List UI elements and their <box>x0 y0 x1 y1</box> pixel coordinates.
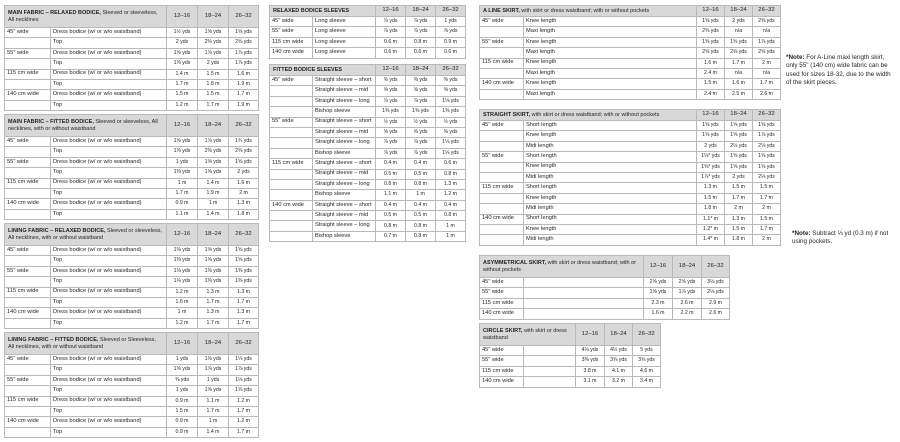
table-row: 115 cm wide Dress bodice (w/ or w/o waistband) 1 m 1.4 m 1.6 m <box>5 178 259 188</box>
table-asymmetrical-skirt <box>479 255 730 320</box>
table-lining-fabric-relaxed-bodice <box>4 223 259 329</box>
size-header: 12–16 <box>167 224 198 246</box>
table-row: Top 1⅜ yds 1⅝ yds 1⅝ yds <box>5 256 259 266</box>
table-row: Straight sleeve – mid ⅝ yds ⅝ yds ⅝ yds <box>270 127 466 137</box>
table-row: Maxi length 2⅝ yds 2⅝ yds 2⅝ yds <box>480 48 781 58</box>
table-row: 55" wide Dress bodice (w/ or w/o waistband) 1⅛ yds 1⅜ yds 1⅜ yds <box>5 266 259 276</box>
size-header: 26–32 <box>753 110 781 121</box>
table-main-fabric-fitted-bodice <box>4 114 259 220</box>
size-header: 18–24 <box>406 65 436 76</box>
table-row: 45" wide 4⅛ yds 4½ yds 5 yds <box>480 346 661 356</box>
table-row: 115 cm wide Long sleeve 0.6 m 0.8 m 0.9 m <box>270 37 466 47</box>
table-a-line-skirt <box>479 5 781 100</box>
table-row: Knee length 1⅝ yds 1⅝ yds 1⅞ yds <box>480 131 781 141</box>
table-row: 140 cm wide Knee length 1.5 m 1.6 m 1.7 m <box>480 79 781 89</box>
size-header: 18–24 <box>198 6 229 28</box>
table-title: LINING FABRIC – RELAXED BODICE, Sleeved or sleeveless, All necklines, with or without waistband <box>5 224 167 246</box>
size-header: 18–24 <box>725 110 753 121</box>
table-row: Top 1.2 m 1.7 m 1.7 m <box>5 318 259 328</box>
table-row: 55" wide 3⅜ yds 3⅝ yds 3⅝ yds <box>480 356 661 366</box>
size-header: 26–32 <box>436 65 466 76</box>
table-row: 45" wide Dress bodice (w/ or w/o waistband) 1½ yds 1⅝ yds 1⅝ yds <box>5 28 259 38</box>
table-row: Top 1⅜ yds 1⅝ yds 2 yds <box>5 168 259 178</box>
table-row: Straight sleeve – long 0.8 m 0.8 m 1.3 m <box>270 179 466 189</box>
table-row: Top 2 yds 2⅜ yds 2⅝ yds <box>5 38 259 48</box>
table-row: Top 1.5 m 1.7 m 1.7 m <box>5 406 259 416</box>
table-row: 115 cm wide Dress bodice (w/ or w/o waistband) 1.4 m 1.5 m 1.6 m <box>5 69 259 79</box>
table-row: 55" wide Long sleeve ⅞ yds ⅞ yds ⅞ yds <box>270 27 466 37</box>
table-row: Straight sleeve – mid 0.5 m 0.5 m 0.8 m <box>270 211 466 221</box>
table-row: Top 1⅛ yds 1⅜ yds 1⅜ yds <box>5 277 259 287</box>
size-header: 26–32 <box>229 333 259 355</box>
table-row: 55" wide 1⅝ yds 1⅞ yds 2⅛ yds <box>480 288 730 298</box>
table-title: A LINE SKIRT, with skirt or dress waistband; with or without pockets <box>480 6 697 17</box>
table-row: 115 cm wide Knee length 1.6 m 1.7 m 2 m <box>480 58 781 68</box>
table-row: 140 cm wide Dress bodice (w/ or w/o waistband) 0.9 m 1 m 1.2 m <box>5 417 259 427</box>
size-header: 12–16 <box>376 65 406 76</box>
table-row: Maxi length 2⅜ yds n/a n/a <box>480 27 781 37</box>
table-row: 140 cm wide Dress bodice (w/ or w/o waistband) 1 m 1.3 m 1.3 m <box>5 308 259 318</box>
table-row: 140 cm wide Dress bodice (w/ or w/o waistband) 1.5 m 1.5 m 1.7 m <box>5 90 259 100</box>
table-row: 140 cm wide 3.1 m 3.2 m 3.4 m <box>480 377 661 387</box>
size-header: 26–32 <box>702 256 730 278</box>
table-row: 55" wide Dress bodice (w/ or w/o waistband) 1⅝ yds 1⅞ yds 1⅞ yds <box>5 48 259 58</box>
table-row: Top 1.1 m 1.4 m 1.8 m <box>5 209 259 219</box>
table-row: Maxi length 2.4 m 2.5 m 2.6 m <box>480 89 781 99</box>
table-title: MAIN FABRIC – RELAXED BODICE, Sleeved or sleeveless, All necklines <box>5 6 167 28</box>
table-row: 115 cm wide Dress bodice (w/ or w/o waistband) 1.2 m 1.3 m 1.3 m <box>5 287 259 297</box>
size-header: 12–16 <box>376 6 406 17</box>
table-row: 45" wide Short length 1⅝ yds 1⅝ yds 1⅝ yds <box>480 121 781 131</box>
table-row: 55" wide Short length 1⅛* yds 1⅝ yds 1⅝ yds <box>480 152 781 162</box>
table-title: FITTED BODICE SLEEVES <box>270 65 376 76</box>
table-row: 45" wide 2⅝ yds 2⅝ yds 3⅛ yds <box>480 278 730 288</box>
note-text: For A-Line maxi length skirt, only 55" (140 cm) wide fabric can be used for sizes 18-32, due to the width of the skirt pieces. <box>786 54 891 86</box>
table-row: Top 1.7 m 1.9 m 2 m <box>5 188 259 198</box>
table-relaxed-bodice-sleeves <box>269 5 466 59</box>
size-header: 26–32 <box>753 6 781 17</box>
table-row: 45" wide Knee length 1⅝ yds 2 yds 2⅜ yds <box>480 17 781 27</box>
size-header: 12–16 <box>576 324 605 346</box>
table-row: Straight sleeve – long 0.8 m 0.8 m 1 m <box>270 221 466 231</box>
table-row: 45" wide Dress bodice (w/ or w/o waistband) 1 yds 1⅛ yds 1⅛ yds <box>5 355 259 365</box>
size-header: 18–24 <box>406 6 436 17</box>
table-row: Top 0.9 m 1.4 m 1.7 m <box>5 427 259 437</box>
table-row: Knee length 1⅝* yds 1⅝ yds 1⅝ yds <box>480 162 781 172</box>
table-row: 55" wide Knee length 1⅝ yds 1⅝ yds 1⅞ yds <box>480 37 781 47</box>
table-row: Bishop sleeve 1.1 m 1 m 1.2 m <box>270 190 466 200</box>
table-row: 45" wide Dress bodice (w/ or w/o waistband) 1⅜ yds 1⅝ yds 1⅝ yds <box>5 246 259 256</box>
size-header: 12–16 <box>697 6 725 17</box>
table-row: Top 1.6 m 1.7 m 1.7 m <box>5 297 259 307</box>
size-header: 12–16 <box>167 333 198 355</box>
size-header: 26–32 <box>436 6 466 17</box>
table-row: Top 1.7 m 1.8 m 1.9 m <box>5 79 259 89</box>
size-header: 18–24 <box>605 324 633 346</box>
table-row: 115 cm wide Short length 1.3 m 1.5 m 1.5 m <box>480 183 781 193</box>
table-row: Midi length 1.8 m 2 m 2 m <box>480 204 781 214</box>
table-row: Top 1⅝ yds 2⅜ yds 2⅝ yds <box>5 147 259 157</box>
size-header: 26–32 <box>633 324 661 346</box>
table-straight-skirt <box>479 109 781 246</box>
table-row: 140 cm wide Long sleeve 0.6 m 0.6 m 0.6 m <box>270 48 466 58</box>
size-header: 18–24 <box>198 224 229 246</box>
table-row: 115 cm wide 2.3 m 2.6 m 2.9 m <box>480 298 730 308</box>
table-row: Maxi length 2.4 m n/a n/a <box>480 68 781 78</box>
note-pockets <box>792 230 892 247</box>
size-header: 12–16 <box>167 6 198 28</box>
table-title: STRAIGHT SKIRT, with skirt or dress waistband; with or without pockets <box>480 110 697 121</box>
table-lining-fabric-fitted-bodice <box>4 332 259 438</box>
table-row: Knee length 1.2* m 1.5 m 1.7 m <box>480 224 781 234</box>
size-header: 26–32 <box>229 6 259 28</box>
size-header: 12–16 <box>697 110 725 121</box>
table-fitted-bodice-sleeves <box>269 64 466 242</box>
table-row: 55" wide Straight sleeve – short ½ yds ½ yds ½ yds <box>270 117 466 127</box>
table-row: 140 cm wide 1.6 m 2.2 m 2.6 m <box>480 309 730 319</box>
table-title: RELAXED BODICE SLEEVES <box>270 6 376 17</box>
table-row: 115 cm wide 3.8 m 4.1 m 4.6 m <box>480 366 661 376</box>
table-row: Straight sleeve – mid ⅝ yds ⅝ yds ⅝ yds <box>270 86 466 96</box>
table-row: Top 1.2 m 1.7 m 1.9 m <box>5 100 259 110</box>
table-row: 55" wide Dress bodice (w/ or w/o waistband) ⅜ yds 1 yds 1⅛ yds <box>5 375 259 385</box>
note-a-line-maxi <box>786 54 894 87</box>
table-row: 115 cm wide Straight sleeve – short 0.4 m 0.4 m 0.6 m <box>270 159 466 169</box>
table-row: Bishop sleeve 1⅜ yds 1⅜ yds 1⅜ yds <box>270 107 466 117</box>
table-row: Straight sleeve – long ⅞ yds ⅞ yds 1⅛ yds <box>270 138 466 148</box>
table-main-fabric-relaxed-bodice <box>4 5 259 111</box>
table-row: Midi length 2 yds 2⅛ yds 2⅛ yds <box>480 141 781 151</box>
table-title: MAIN FABRIC – FITTED BODICE, Sleeved or sleeveless, All necklines, with or without waistband <box>5 115 167 137</box>
table-row: 45" wide Dress bodice (w/ or w/o waistband) 1⅝ yds 1⅞ yds 1¾ yds <box>5 137 259 147</box>
size-header: 18–24 <box>673 256 702 278</box>
table-row: 45" wide Long sleeve ⅞ yds ⅞ yds 1 yds <box>270 17 466 27</box>
size-header: 18–24 <box>198 115 229 137</box>
table-title: CIRCLE SKIRT, with skirt or dress waistband <box>480 324 576 346</box>
table-title: LINING FABRIC – FITTED BODICE, Sleeved or Sleeveless, All necklines, with or without waistband <box>5 333 167 355</box>
note-label: *Note: <box>792 230 811 237</box>
table-circle-skirt <box>479 323 661 388</box>
note-label: *Note: <box>786 54 805 61</box>
table-row: 140 cm wide Dress bodice (w/ or w/o waistband) 0.9 m 1 m 1.3 m <box>5 199 259 209</box>
table-row: 45" wide Straight sleeve – short ⅜ yds ⅜ yds ⅜ yds <box>270 76 466 86</box>
size-header: 18–24 <box>725 6 753 17</box>
table-row: Top 1 yds 1⅝ yds 1⅝ yds <box>5 386 259 396</box>
table-row: 115 cm wide Dress bodice (w/ or w/o waistband) 0.9 m 1.1 m 1.2 m <box>5 396 259 406</box>
size-header: 12–16 <box>644 256 673 278</box>
table-row: Bishop sleeve 0.7 m 0.8 m 1 m <box>270 231 466 241</box>
table-row: Straight sleeve – mid 0.5 m 0.5 m 0.8 m <box>270 169 466 179</box>
table-row: Top 1⅝ yds 1⅞ yds 1⅞ yds <box>5 365 259 375</box>
note-text: Subtract ⅓ yd (0.3 m) if not using pockets. <box>792 230 889 246</box>
size-header: 26–32 <box>229 115 259 137</box>
table-row: 55" wide Dress bodice (w/ or w/o waistband) 1 yds 1⅝ yds 1⅝ yds <box>5 157 259 167</box>
table-row: Midi length 1⅞* yds 2 yds 2⅛ yds <box>480 172 781 182</box>
table-row: Top 1⅝ yds 2 yds 1⅞ yds <box>5 59 259 69</box>
table-row: Knee length 1.5 m 1.7 m 1.7 m <box>480 193 781 203</box>
table-title: ASYMMETRICAL SKIRT, with skirt or dress waistband; with or without pockets <box>480 256 644 278</box>
table-row: Straight sleeve – long ⅞ yds ⅞ yds 1⅛ yds <box>270 96 466 106</box>
size-header: 18–24 <box>198 333 229 355</box>
table-row: Midi length 1.4* m 1.8 m 2 m <box>480 235 781 245</box>
table-row: 140 cm wide Short length 1.1* m 1.3 m 1.5 m <box>480 214 781 224</box>
size-header: 26–32 <box>229 224 259 246</box>
table-row: Bishop sleeve ⅞ yds ⅞ yds 1⅛ yds <box>270 148 466 158</box>
size-header: 12–16 <box>167 115 198 137</box>
table-row: 140 cm wide Straight sleeve – short 0.4 m 0.4 m 0.4 m <box>270 200 466 210</box>
